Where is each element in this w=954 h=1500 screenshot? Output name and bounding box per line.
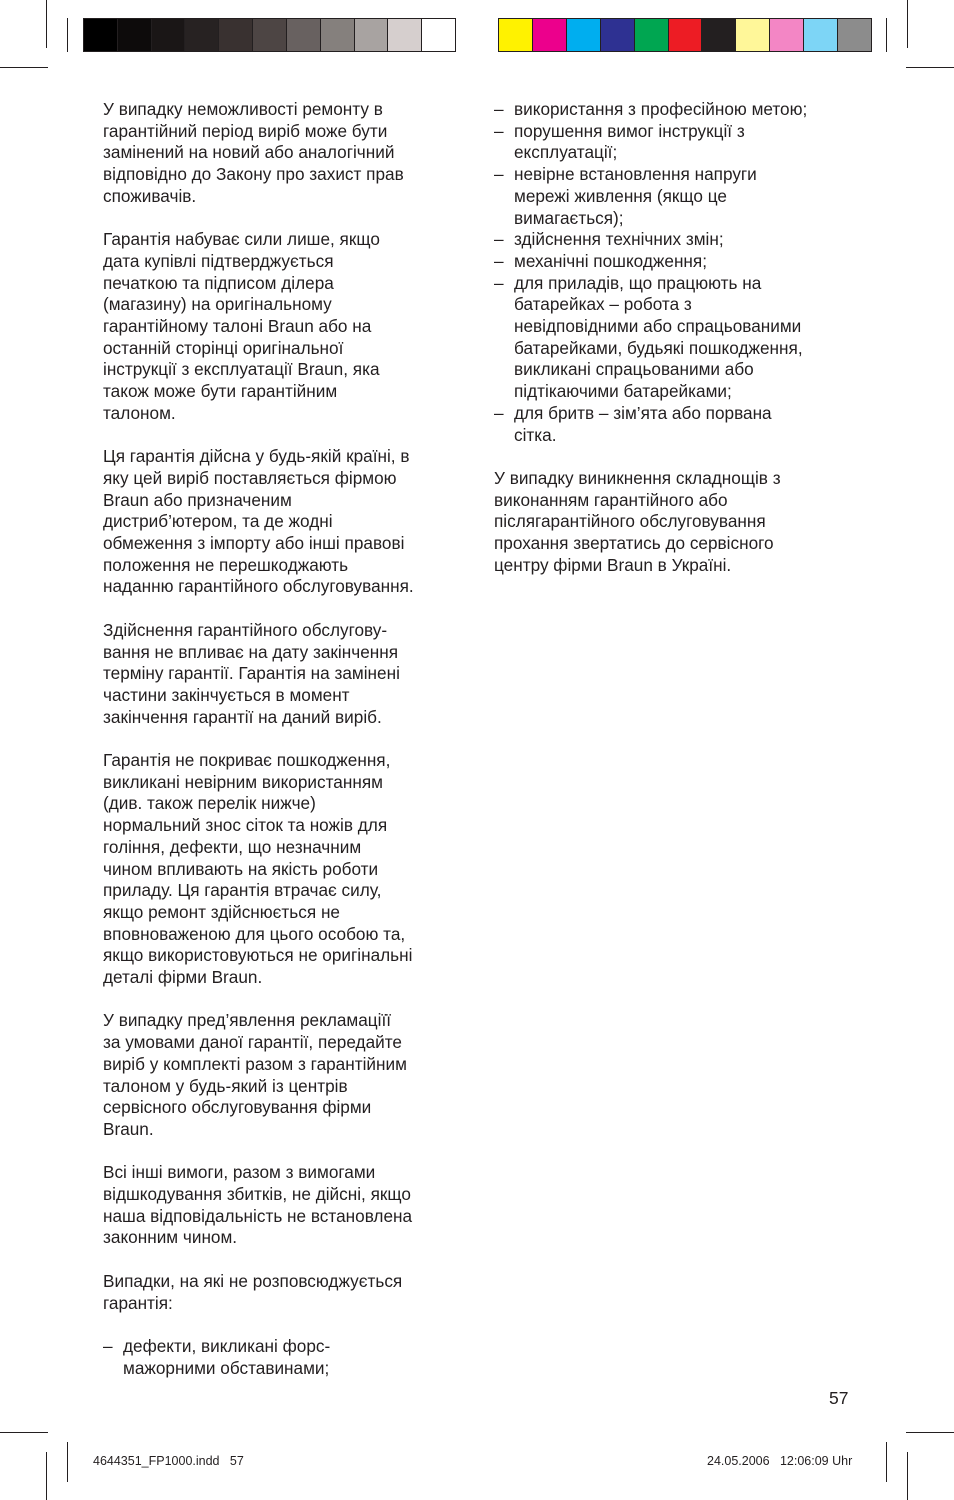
- list-dash: –: [494, 120, 504, 141]
- list-item-text: механічні пошкодження;: [514, 250, 708, 271]
- list-item: [494, 164, 859, 229]
- list-dash: –: [494, 99, 504, 119]
- grayscale-swatch: [117, 19, 151, 51]
- slug-file-info: 4644351_FP1000.indd 57: [93, 1454, 244, 1468]
- list-item: [494, 121, 859, 164]
- list-item: [494, 99, 859, 121]
- crop-mark-top-right-inner-vertical: [886, 18, 887, 52]
- list-item: [494, 273, 859, 403]
- crop-mark-top-right-horizontal: [906, 67, 954, 68]
- grayscale-swatch: [184, 19, 218, 51]
- paragraph: У випадку неможливості ремонту в гарантійний період виріб може бути замінений на новий або аналогічний відповідно до Закону про захист прав споживачів.: [103, 99, 404, 206]
- process-color-swatch: [769, 19, 803, 51]
- process-color-swatch: [803, 19, 837, 51]
- page-number: 57: [829, 1388, 849, 1408]
- grayscale-swatch: [286, 19, 320, 51]
- grayscale-swatch: [218, 19, 252, 51]
- grayscale-calibration-bar: [83, 18, 456, 52]
- paragraph: Здійснення гарантійного обслугову- вання не впливає на дату закінчення терміну гарантії. Гарантія на замінені частини закінчується в момент закінчення гарантії на даний виріб.: [103, 619, 400, 727]
- process-color-swatch: [735, 19, 769, 51]
- grayscale-swatch: [151, 19, 185, 51]
- grayscale-swatch: [320, 19, 354, 51]
- list-item-text: невірне встановлення напруги мережі живлення (якщо це вимагається);: [514, 164, 757, 228]
- list-dash: –: [494, 250, 504, 271]
- paragraph: Випадки, на які не розповсюджується гарантія:: [103, 1270, 403, 1313]
- color-calibration-bar: [498, 18, 872, 52]
- paragraph: Гарантія набуває сили лише, якщо дата купівлі підтверджується печаткою та підписом ділера (магазину) на оригінальному гарантійному талоні Braun або на останній сторінці оригінальної інструкції з експлуатації Braun, яка також може бути гарантійним талоном.: [103, 229, 380, 423]
- list-item: [103, 1336, 468, 1379]
- list-item-text: для приладів, що працюють на батарейках – робота з невідповідними або спрацьованими батарейками, будьякі пошкодження, викликані спрацьованими або підтікаючими батарейками;: [514, 272, 803, 402]
- list-item-text: порушення вимог інструкції з експлуатації;: [514, 120, 745, 163]
- grayscale-swatch: [421, 19, 455, 51]
- process-color-swatch: [701, 19, 735, 51]
- crop-mark-bottom-right-vertical: [907, 1452, 908, 1500]
- process-color-swatch: [566, 19, 600, 51]
- list-dash: –: [103, 1335, 113, 1356]
- process-color-swatch: [499, 19, 532, 51]
- grayscale-swatch: [252, 19, 286, 51]
- crop-mark-bottom-left-vertical: [46, 1452, 47, 1500]
- right-column: [494, 99, 859, 598]
- list-item: [494, 403, 859, 446]
- grayscale-swatch: [84, 19, 117, 51]
- process-color-swatch: [634, 19, 668, 51]
- process-color-swatch: [837, 19, 871, 51]
- crop-mark-top-right-vertical: [907, 0, 908, 48]
- grayscale-swatch: [354, 19, 388, 51]
- process-color-swatch: [668, 19, 702, 51]
- paragraph: Гарантія не покриває пошкодження, викликані невірним використанням (див. також перелік нижче) нормальний знос сіток та ножів для гоління, дефекти, що незначним чином впливають на якість роботи приладу. Ця гарантія втрачає силу, якщо ремонт здійснюється не вповноваженою для цього особою та, якщо використовуються не оригінальні деталі фірми Braun.: [103, 750, 413, 988]
- paragraph: Ця гарантія дійсна у будь-якій країні, в яку цей виріб поставляється фірмою Braun або призначеним дистриб’ютером, та де жодні обмеження з імпорту або інші правові положення не перешкоджають наданню гарантійного обслуговування.: [103, 446, 414, 597]
- crop-mark-top-left-horizontal: [0, 67, 48, 68]
- list-item-text: використання з професійною метою;: [514, 99, 808, 119]
- list-item: [494, 229, 859, 251]
- paragraph: Всі інші вимоги, разом з вимогами відшкодування збитків, не дійсні, якщо наша відповідальність не встановлена законним чином.: [103, 1162, 413, 1248]
- left-column: [103, 99, 468, 1379]
- paragraph: У випадку пред’явлення рекламаціїї за умовами даної гарантії, передайте виріб у комплекті разом з гарантійним талоном у будь-який із центрів сервісного обслуговування фірми Braun.: [103, 1010, 407, 1139]
- list-dash: –: [494, 164, 504, 185]
- list-dash: –: [494, 229, 504, 250]
- crop-mark-bottom-right-inner-vertical: [886, 1442, 887, 1482]
- list-dash: –: [494, 402, 504, 423]
- list-item: [494, 251, 859, 273]
- list-item-text: для бритв – зім’ята або порвана сітка.: [514, 402, 772, 445]
- crop-mark-top-left-vertical: [46, 0, 47, 48]
- list-item-text: дефекти, викликані форс- мажорними обставинами;: [123, 1335, 331, 1378]
- grayscale-swatch: [387, 19, 421, 51]
- paragraph: У випадку виникнення складнощів з виконанням гарантійного або післягарантійного обслуговування прохання звертатись до сервісного центру фірми Braun в Україні.: [494, 467, 781, 575]
- list-item-text: здійснення технічних змін;: [514, 229, 724, 250]
- process-color-swatch: [532, 19, 566, 51]
- slug-timestamp: 24.05.2006 12:06:09 Uhr: [707, 1454, 853, 1468]
- process-color-swatch: [600, 19, 634, 51]
- list-dash: –: [494, 272, 504, 293]
- crop-mark-top-left-inner-vertical: [67, 18, 68, 52]
- crop-mark-bottom-left-inner-vertical: [67, 1442, 68, 1482]
- crop-mark-bottom-left-horizontal: [0, 1432, 48, 1433]
- crop-mark-bottom-right-horizontal: [906, 1432, 954, 1433]
